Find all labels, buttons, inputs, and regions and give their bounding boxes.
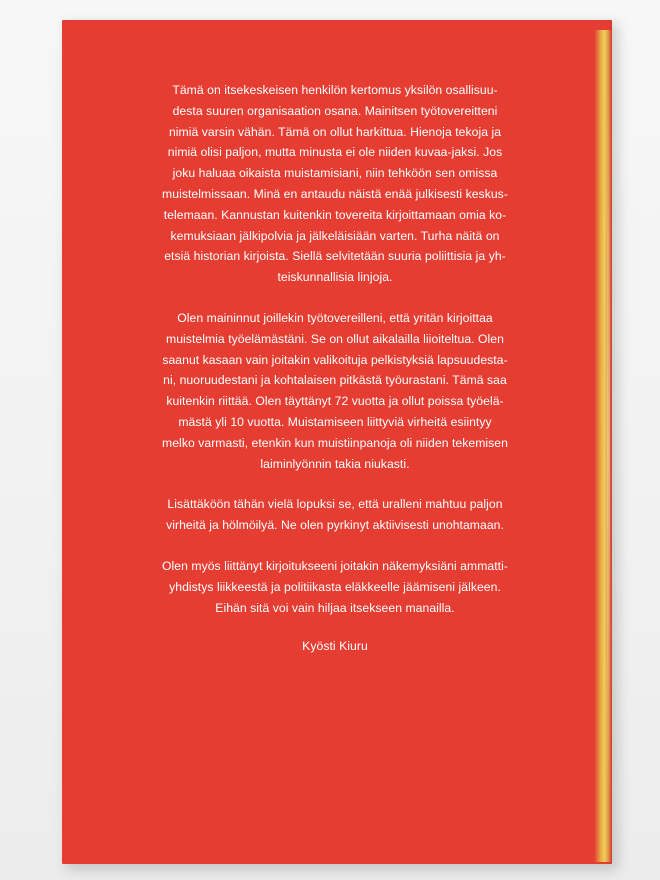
paragraph-gap <box>110 536 560 556</box>
text-line: Olen maininnut joillekin työtovereilleni, että yritän kirjoittaa <box>177 310 493 325</box>
text-line: laiminlyönnin takia niukasti. <box>260 456 410 471</box>
page-edge-highlight <box>607 80 610 820</box>
author-name: Kyösti Kiuru <box>302 639 368 654</box>
text-line: yhdistys liikkeestä ja politiikasta eläkkeelle jäämiseni jälkeen. <box>169 579 501 594</box>
text-line: telemaan. Kannustan kuitenkin tovereita kirjoittamaan omia ko- <box>163 207 507 222</box>
text-line: kemuksiaan jälkipolvia ja jälkeläisiään varten. Turha näitä on <box>170 228 500 243</box>
text-line: ni, nuoruudestani ja kohtalaisen pitkästä työurastani. Tämä saa <box>163 373 507 388</box>
text-line: kuitenkin riittää. Olen täyttänyt 72 vuotta ja ollut poissa työelä- <box>166 394 504 409</box>
text-line: nimiä olisi paljon, mutta minusta ei ole niiden kuvaa-jaksi. Jos <box>167 145 503 160</box>
text-line: etsiä historian kirjoista. Siellä selvitetään suuria poliittisia ja yh- <box>164 249 506 264</box>
text-line: melko varmasti, etenkin kun muistiinpanoja oli niiden tekemisen <box>162 435 508 450</box>
text-line: desta suuren organisaation osana. Mainitsen työtovereitteni <box>172 103 498 118</box>
paragraph-3 <box>110 494 560 536</box>
text-line: Eihän sitä voi vain hiljaa itsekseen manailla. <box>215 600 455 615</box>
paragraph-1 <box>110 80 560 288</box>
text-line: Tämä on itsekeskeisen henkilön kertomus yksilön osallisuu- <box>172 83 498 97</box>
back-cover-text <box>110 80 560 657</box>
text-line: Lisättäköön tähän vielä lopuksi se, että uralleni mahtuu paljon <box>167 497 503 512</box>
text-line: teiskunnallisia linjoja. <box>277 270 393 285</box>
paragraph-2 <box>110 308 560 474</box>
paragraph-4 <box>110 556 560 618</box>
text-line: virheitä ja hölmöilyä. Ne olen pyrkinyt aktiivisesti unohtamaan. <box>166 518 504 533</box>
text-line: muistelmia työelämästäni. Se on ollut aikalailla liioiteltua. Olen <box>166 331 504 346</box>
paragraph-gap <box>110 288 560 308</box>
text-line: muistelmissaan. Minä en antaudu näistä enää julkisesti keskus- <box>162 186 508 201</box>
text-line: mästä yli 10 vuotta. Muistamiseen liittyviä virheitä esiintyy <box>178 414 492 429</box>
text-line: Olen myös liittänyt kirjoitukseeni joitakin näkemyksiäni ammatti- <box>162 558 508 573</box>
text-line: saanut kasaan vain joitakin valikoituja pelkistyksiä lapsuudesta- <box>162 352 508 367</box>
text-line: nimiä varsin vähän. Tämä on ollut harkittua. Hienoja tekoja ja <box>168 124 502 139</box>
paragraph-gap <box>110 474 560 494</box>
text-line: joku haluaa oikaista muistamisiani, niin tehköön sen omissa <box>172 166 498 181</box>
